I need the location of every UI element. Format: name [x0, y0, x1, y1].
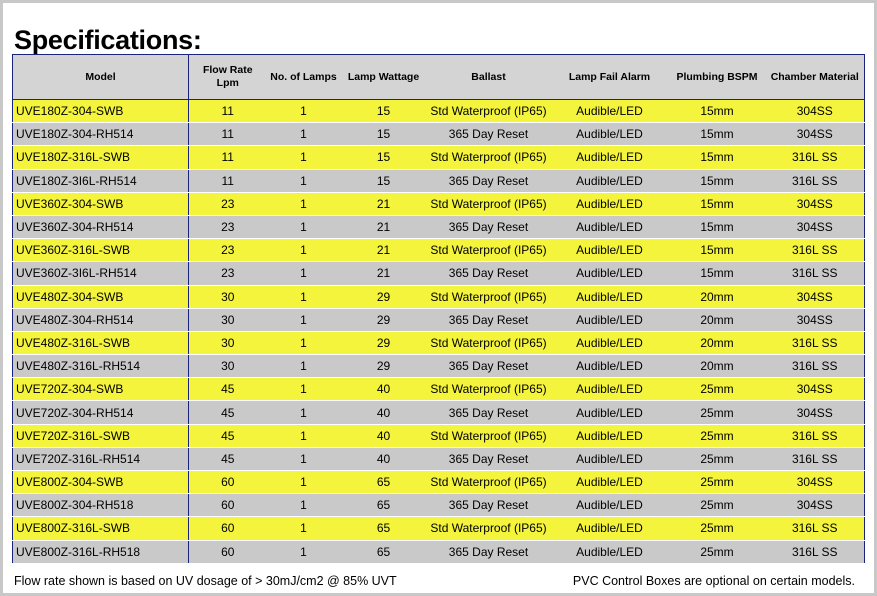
cell-lamp-fail-alarm: Audible/LED	[551, 378, 669, 401]
cell-lamp-fail-alarm: Audible/LED	[551, 331, 669, 354]
cell-no-of-lamps: 1	[267, 215, 341, 238]
cell-model: UVE180Z-304-RH514	[13, 123, 189, 146]
column-header-label: Lpm	[216, 77, 239, 89]
cell-plumbing-bspm: 15mm	[669, 262, 766, 285]
cell-flow-rate: 60	[189, 494, 267, 517]
cell-no-of-lamps: 1	[267, 169, 341, 192]
cell-model: UVE720Z-316L-RH514	[13, 447, 189, 470]
table-row	[13, 169, 865, 192]
cell-ballast: 365 Day Reset	[427, 355, 551, 378]
cell-chamber-material: 316L SS	[766, 239, 865, 262]
cell-lamp-fail-alarm: Audible/LED	[551, 262, 669, 285]
page-title: Specifications:	[14, 25, 202, 55]
cell-chamber-material: 316L SS	[766, 146, 865, 169]
cell-flow-rate: 60	[189, 471, 267, 494]
cell-model: UVE180Z-304-SWB	[13, 100, 189, 123]
cell-chamber-material: 304SS	[766, 285, 865, 308]
table-row	[13, 239, 865, 262]
column-header-label: No. of Lamps	[270, 70, 337, 83]
column-header-label: Lamp Wattage	[347, 70, 420, 83]
cell-ballast: Std Waterproof (IP65)	[427, 471, 551, 494]
cell-model: UVE720Z-304-RH514	[13, 401, 189, 424]
cell-plumbing-bspm: 15mm	[669, 123, 766, 146]
cell-ballast: Std Waterproof (IP65)	[427, 146, 551, 169]
cell-lamp-wattage: 21	[341, 215, 427, 238]
column-header-model	[13, 55, 189, 100]
cell-lamp-fail-alarm: Audible/LED	[551, 424, 669, 447]
cell-plumbing-bspm: 20mm	[669, 355, 766, 378]
table-row	[13, 355, 865, 378]
specifications-table	[12, 54, 865, 564]
table-row	[13, 262, 865, 285]
column-header-chamber-material	[766, 55, 865, 100]
cell-chamber-material: 316L SS	[766, 331, 865, 354]
cell-chamber-material: 304SS	[766, 401, 865, 424]
cell-no-of-lamps: 1	[267, 308, 341, 331]
cell-lamp-fail-alarm: Audible/LED	[551, 192, 669, 215]
cell-ballast: Std Waterproof (IP65)	[427, 100, 551, 123]
cell-chamber-material: 316L SS	[766, 262, 865, 285]
cell-flow-rate: 60	[189, 517, 267, 540]
column-header-ballast	[427, 55, 551, 100]
cell-plumbing-bspm: 20mm	[669, 308, 766, 331]
cell-ballast: Std Waterproof (IP65)	[427, 192, 551, 215]
table-row	[13, 494, 865, 517]
cell-flow-rate: 11	[189, 123, 267, 146]
cell-chamber-material: 316L SS	[766, 169, 865, 192]
cell-model: UVE360Z-304-RH514	[13, 215, 189, 238]
table-row	[13, 146, 865, 169]
cell-plumbing-bspm: 15mm	[669, 169, 766, 192]
cell-ballast: Std Waterproof (IP65)	[427, 517, 551, 540]
cell-model: UVE180Z-316L-SWB	[13, 146, 189, 169]
cell-ballast: Std Waterproof (IP65)	[427, 424, 551, 447]
cell-chamber-material: 304SS	[766, 100, 865, 123]
table-row	[13, 215, 865, 238]
cell-no-of-lamps: 1	[267, 471, 341, 494]
cell-chamber-material: 316L SS	[766, 355, 865, 378]
cell-chamber-material: 304SS	[766, 471, 865, 494]
cell-model: UVE480Z-316L-RH514	[13, 355, 189, 378]
table-row	[13, 401, 865, 424]
cell-plumbing-bspm: 20mm	[669, 331, 766, 354]
cell-chamber-material: 316L SS	[766, 447, 865, 470]
cell-plumbing-bspm: 25mm	[669, 471, 766, 494]
cell-ballast: Std Waterproof (IP65)	[427, 285, 551, 308]
cell-no-of-lamps: 1	[267, 192, 341, 215]
table-row	[13, 123, 865, 146]
cell-chamber-material: 304SS	[766, 215, 865, 238]
cell-lamp-wattage: 29	[341, 308, 427, 331]
cell-plumbing-bspm: 15mm	[669, 239, 766, 262]
cell-lamp-fail-alarm: Audible/LED	[551, 169, 669, 192]
control-box-note: PVC Control Boxes are optional on certain models.	[572, 574, 855, 588]
cell-lamp-wattage: 40	[341, 447, 427, 470]
table-row	[13, 471, 865, 494]
cell-plumbing-bspm: 15mm	[669, 100, 766, 123]
cell-lamp-fail-alarm: Audible/LED	[551, 401, 669, 424]
cell-no-of-lamps: 1	[267, 262, 341, 285]
cell-model: UVE360Z-316L-SWB	[13, 239, 189, 262]
cell-lamp-wattage: 29	[341, 331, 427, 354]
flow-rate-note: Flow rate shown is based on UV dosage of > 30mJ/cm2 @ 85% UVT	[14, 574, 397, 588]
cell-plumbing-bspm: 25mm	[669, 401, 766, 424]
cell-no-of-lamps: 1	[267, 146, 341, 169]
cell-no-of-lamps: 1	[267, 494, 341, 517]
cell-lamp-wattage: 21	[341, 192, 427, 215]
cell-chamber-material: 304SS	[766, 378, 865, 401]
cell-lamp-wattage: 29	[341, 355, 427, 378]
table-header-row	[13, 55, 865, 100]
cell-ballast: 365 Day Reset	[427, 401, 551, 424]
cell-chamber-material: 304SS	[766, 123, 865, 146]
column-header-lamp-wattage	[341, 55, 427, 100]
cell-flow-rate: 11	[189, 146, 267, 169]
cell-ballast: 365 Day Reset	[427, 447, 551, 470]
cell-no-of-lamps: 1	[267, 355, 341, 378]
cell-lamp-wattage: 40	[341, 424, 427, 447]
cell-chamber-material: 316L SS	[766, 424, 865, 447]
cell-plumbing-bspm: 25mm	[669, 517, 766, 540]
cell-model: UVE480Z-316L-SWB	[13, 331, 189, 354]
cell-lamp-wattage: 65	[341, 471, 427, 494]
table-row	[13, 331, 865, 354]
cell-model: UVE800Z-316L-SWB	[13, 517, 189, 540]
cell-flow-rate: 45	[189, 447, 267, 470]
cell-plumbing-bspm: 25mm	[669, 494, 766, 517]
cell-flow-rate: 30	[189, 285, 267, 308]
cell-lamp-wattage: 65	[341, 540, 427, 563]
cell-lamp-fail-alarm: Audible/LED	[551, 100, 669, 123]
table-row	[13, 192, 865, 215]
cell-plumbing-bspm: 15mm	[669, 215, 766, 238]
cell-no-of-lamps: 1	[267, 424, 341, 447]
cell-no-of-lamps: 1	[267, 239, 341, 262]
cell-lamp-wattage: 21	[341, 239, 427, 262]
cell-no-of-lamps: 1	[267, 540, 341, 563]
cell-no-of-lamps: 1	[267, 517, 341, 540]
cell-ballast: 365 Day Reset	[427, 494, 551, 517]
cell-flow-rate: 45	[189, 401, 267, 424]
column-header-label: Plumbing BSPM	[676, 70, 758, 83]
cell-ballast: 365 Day Reset	[427, 169, 551, 192]
cell-lamp-wattage: 40	[341, 378, 427, 401]
cell-flow-rate: 23	[189, 262, 267, 285]
cell-chamber-material: 316L SS	[766, 517, 865, 540]
cell-lamp-wattage: 29	[341, 285, 427, 308]
cell-flow-rate: 45	[189, 378, 267, 401]
cell-flow-rate: 23	[189, 192, 267, 215]
cell-lamp-wattage: 65	[341, 494, 427, 517]
cell-plumbing-bspm: 15mm	[669, 146, 766, 169]
cell-lamp-fail-alarm: Audible/LED	[551, 146, 669, 169]
cell-ballast: Std Waterproof (IP65)	[427, 331, 551, 354]
cell-no-of-lamps: 1	[267, 123, 341, 146]
column-header-no-of-lamps	[267, 55, 341, 100]
cell-model: UVE720Z-316L-SWB	[13, 424, 189, 447]
cell-ballast: Std Waterproof (IP65)	[427, 378, 551, 401]
cell-chamber-material: 316L SS	[766, 540, 865, 563]
cell-ballast: Std Waterproof (IP65)	[427, 239, 551, 262]
cell-lamp-fail-alarm: Audible/LED	[551, 494, 669, 517]
cell-plumbing-bspm: 25mm	[669, 447, 766, 470]
table-header	[13, 55, 865, 100]
cell-lamp-fail-alarm: Audible/LED	[551, 517, 669, 540]
cell-flow-rate: 30	[189, 355, 267, 378]
cell-lamp-fail-alarm: Audible/LED	[551, 285, 669, 308]
table-row	[13, 308, 865, 331]
cell-model: UVE360Z-3I6L-RH514	[13, 262, 189, 285]
table-row	[13, 285, 865, 308]
table-row	[13, 424, 865, 447]
column-header-plumbing-bspm	[669, 55, 766, 100]
specifications-table-container	[12, 54, 864, 564]
cell-lamp-fail-alarm: Audible/LED	[551, 471, 669, 494]
cell-ballast: 365 Day Reset	[427, 123, 551, 146]
cell-lamp-fail-alarm: Audible/LED	[551, 540, 669, 563]
cell-model: UVE360Z-304-SWB	[13, 192, 189, 215]
cell-lamp-fail-alarm: Audible/LED	[551, 355, 669, 378]
cell-no-of-lamps: 1	[267, 100, 341, 123]
cell-lamp-wattage: 65	[341, 517, 427, 540]
column-header-label: Lamp Fail Alarm	[568, 70, 651, 83]
cell-chamber-material: 304SS	[766, 192, 865, 215]
cell-lamp-fail-alarm: Audible/LED	[551, 123, 669, 146]
cell-flow-rate: 23	[189, 239, 267, 262]
cell-model: UVE720Z-304-SWB	[13, 378, 189, 401]
cell-chamber-material: 304SS	[766, 494, 865, 517]
cell-plumbing-bspm: 25mm	[669, 378, 766, 401]
cell-plumbing-bspm: 25mm	[669, 540, 766, 563]
cell-chamber-material: 304SS	[766, 308, 865, 331]
cell-flow-rate: 60	[189, 540, 267, 563]
table-row	[13, 100, 865, 123]
cell-no-of-lamps: 1	[267, 447, 341, 470]
table-row	[13, 447, 865, 470]
cell-lamp-wattage: 40	[341, 401, 427, 424]
cell-ballast: 365 Day Reset	[427, 262, 551, 285]
cell-flow-rate: 45	[189, 424, 267, 447]
cell-flow-rate: 30	[189, 308, 267, 331]
cell-lamp-fail-alarm: Audible/LED	[551, 239, 669, 262]
cell-flow-rate: 30	[189, 331, 267, 354]
cell-model: UVE480Z-304-SWB	[13, 285, 189, 308]
cell-lamp-wattage: 15	[341, 100, 427, 123]
column-header-label: Model	[85, 70, 116, 83]
table-row	[13, 540, 865, 563]
cell-lamp-wattage: 15	[341, 146, 427, 169]
cell-plumbing-bspm: 25mm	[669, 424, 766, 447]
table-row	[13, 378, 865, 401]
cell-model: UVE800Z-316L-RH518	[13, 540, 189, 563]
cell-ballast: 365 Day Reset	[427, 540, 551, 563]
cell-flow-rate: 23	[189, 215, 267, 238]
cell-model: UVE800Z-304-SWB	[13, 471, 189, 494]
table-row	[13, 517, 865, 540]
cell-no-of-lamps: 1	[267, 285, 341, 308]
cell-lamp-wattage: 21	[341, 262, 427, 285]
column-header-lamp-fail-alarm	[551, 55, 669, 100]
cell-lamp-wattage: 15	[341, 123, 427, 146]
cell-model: UVE480Z-304-RH514	[13, 308, 189, 331]
cell-model: UVE800Z-304-RH518	[13, 494, 189, 517]
cell-flow-rate: 11	[189, 169, 267, 192]
cell-flow-rate: 11	[189, 100, 267, 123]
cell-no-of-lamps: 1	[267, 331, 341, 354]
cell-ballast: 365 Day Reset	[427, 308, 551, 331]
cell-lamp-fail-alarm: Audible/LED	[551, 308, 669, 331]
cell-plumbing-bspm: 20mm	[669, 285, 766, 308]
column-header-label: Flow Rate	[202, 64, 253, 76]
column-header-label: Chamber Material	[770, 70, 859, 83]
cell-plumbing-bspm: 15mm	[669, 192, 766, 215]
cell-no-of-lamps: 1	[267, 378, 341, 401]
column-header-label: Ballast	[471, 70, 506, 83]
column-header-flow-rate	[189, 55, 267, 100]
cell-lamp-fail-alarm: Audible/LED	[551, 215, 669, 238]
cell-no-of-lamps: 1	[267, 401, 341, 424]
cell-ballast: 365 Day Reset	[427, 215, 551, 238]
cell-model: UVE180Z-3I6L-RH514	[13, 169, 189, 192]
table-body	[13, 100, 865, 564]
cell-lamp-wattage: 15	[341, 169, 427, 192]
cell-lamp-fail-alarm: Audible/LED	[551, 447, 669, 470]
